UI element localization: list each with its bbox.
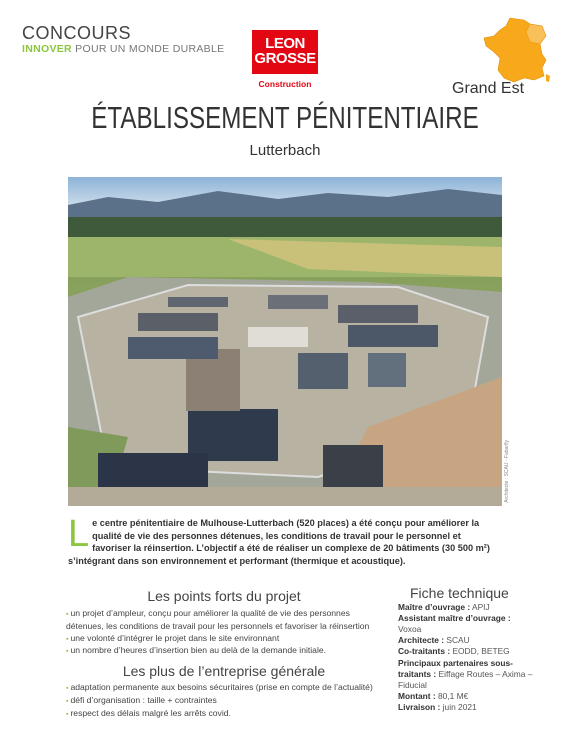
tagline-highlight: INNOVER (22, 43, 72, 55)
points-forts-list (66, 608, 382, 658)
france-map-icon (480, 14, 552, 86)
architecte-label: Architecte : (398, 635, 445, 646)
plus-heading: Les plus de l’entreprise générale (122, 663, 326, 680)
amo-label: Assistant maître d’ouvrage : (398, 613, 511, 624)
partenaires-value: Eiffage Routes – Axima – Fiducial (398, 668, 533, 690)
montant-label: Montant : (398, 690, 436, 701)
list-item: ▪ une volonté d’intégrer le projet dans le site environnant (66, 633, 382, 646)
concours-label: CONCOURS (22, 23, 132, 43)
cotraitants-label: Co-traitants : (398, 646, 451, 657)
tagline (22, 43, 224, 55)
plus-list (66, 682, 382, 720)
photo-credit: Architecte : SCAU - Fabarfly (504, 440, 510, 503)
tagline-rest: POUR UN MONDE DURABLE (71, 43, 225, 55)
livraison-label: Livraison : (398, 701, 441, 712)
list-item: ▪ respect des délais malgré les arrêts covid. (66, 708, 382, 721)
intro-paragraph (68, 513, 502, 567)
fiche-technique (398, 585, 538, 713)
partenaires-label: Principaux partenaires sous-traitants : (398, 657, 513, 679)
aerial-photo (68, 177, 502, 506)
page-title: ÉTABLISSEMENT PÉNITENTIAIRE (91, 100, 479, 135)
logo-subtitle: Construction (258, 79, 312, 89)
page-subtitle: Lutterbach (249, 142, 321, 159)
livraison-value: juin 2021 (440, 701, 477, 712)
list-item: ▪ adaptation permanente aux besoins sécuritaires (prise en compte de l’actualité) (66, 682, 382, 695)
logo-line-1: LEON (265, 35, 305, 52)
montant-value: 80,1 M€ (435, 690, 469, 701)
intro-text: e centre pénitentiaire de Mulhouse-Lutterbach (520 places) a été conçu pour améliorer la qualité de vie des personnes détenues, les conditions de travail pour le personnel et favoriser la réinsertion. L’objectif a été de réaliser un complexe de 20 bâtiments (30 500 m²) s’intégrant dans son environnement et performant (thermique et acoustique). (68, 518, 490, 566)
amo-value: Voxoa (398, 624, 422, 635)
logo-line-2: GROSSE (254, 50, 316, 67)
region-label: Grand Est (452, 80, 525, 97)
moa-label: Maître d’ouvrage : (398, 602, 471, 613)
list-item: ▪ un projet d’ampleur, conçu pour améliorer la qualité de vie des personnes détenues, les conditions de travail pour les personnels et favoriser la réinsertion (66, 608, 382, 633)
list-item: ▪ un nombre d’heures d’insertion bien au delà de la demande initiale. (66, 645, 382, 658)
architecte-value: SCAU (444, 635, 470, 646)
list-item: ▪ défi d’organisation : taille + contraintes (66, 695, 382, 708)
points-forts-section (66, 588, 382, 721)
intro-dropcap: L (68, 513, 90, 555)
leon-grosse-logo (252, 30, 318, 74)
moa-value: APIJ (470, 602, 490, 613)
fiche-heading: Fiche technique (410, 585, 509, 601)
points-forts-heading: Les points forts du projet (147, 588, 301, 604)
cotraitants-value: EODD, BETEG (450, 646, 510, 657)
